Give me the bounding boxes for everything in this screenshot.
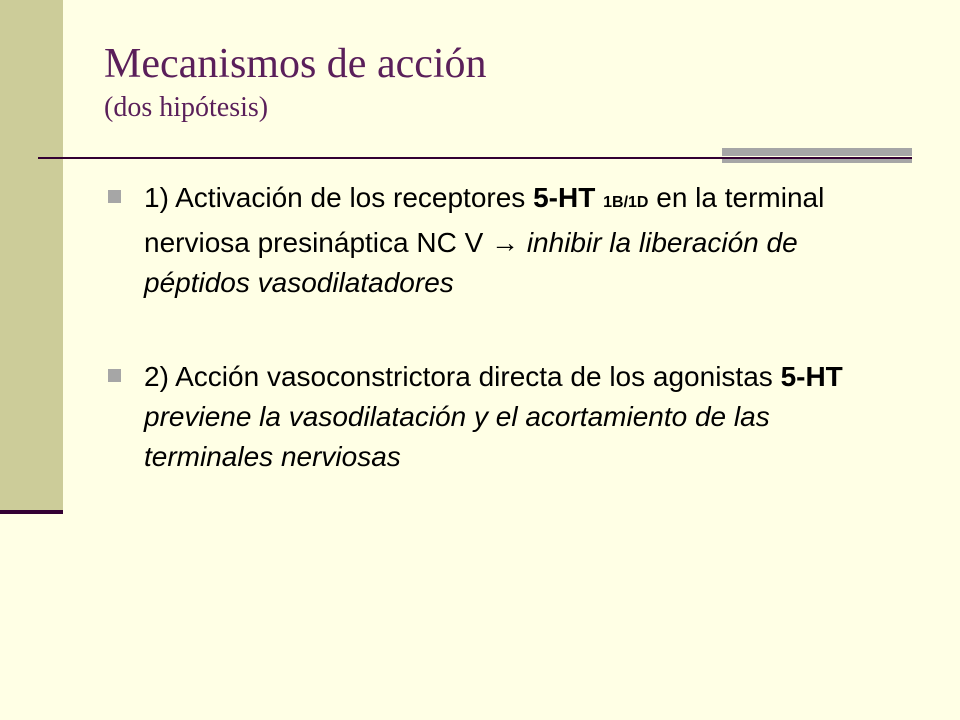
- bullet-text-2: [144, 357, 898, 477]
- bullet-1-italic: inhibir la liberación de péptidos vasodilatadores: [144, 227, 798, 298]
- bullet-item-2: [108, 357, 898, 477]
- bullet-list: [108, 178, 898, 531]
- slide-subtitle: (dos hipótesis): [104, 92, 269, 123]
- square-bullet-icon: [108, 190, 121, 203]
- right-arrow-icon: →: [491, 227, 520, 258]
- bullet-1-text-b: en la terminal nerviosa presináptica NC V: [144, 182, 825, 258]
- slide-title: Mecanismos de acción: [104, 41, 487, 87]
- bullet-2-text-a: 2) Acción vasoconstrictora directa de los agonistas: [144, 361, 781, 392]
- left-decorative-band: [0, 0, 63, 512]
- bullet-1-receptor-subtype: 1B/1D: [603, 194, 649, 211]
- square-bullet-icon: [108, 369, 121, 382]
- bullet-2-bold-5ht: 5-HT: [780, 361, 843, 392]
- title-rule-grey-accent: [722, 148, 912, 156]
- bullet-1-bold-5ht: 5-HT: [533, 182, 596, 213]
- left-band-accent-line: [0, 510, 63, 514]
- bullet-item-1: [108, 178, 898, 303]
- title-rule-grey-accent-lower: [722, 159, 912, 163]
- bullet-text-1: [144, 178, 898, 303]
- title-block: [104, 38, 904, 126]
- bullet-2-italic: previene la vasodilatación y el acortamiento de las terminales nerviosas: [144, 401, 770, 472]
- bullet-1-text-a: 1) Activación de los receptores: [144, 182, 534, 213]
